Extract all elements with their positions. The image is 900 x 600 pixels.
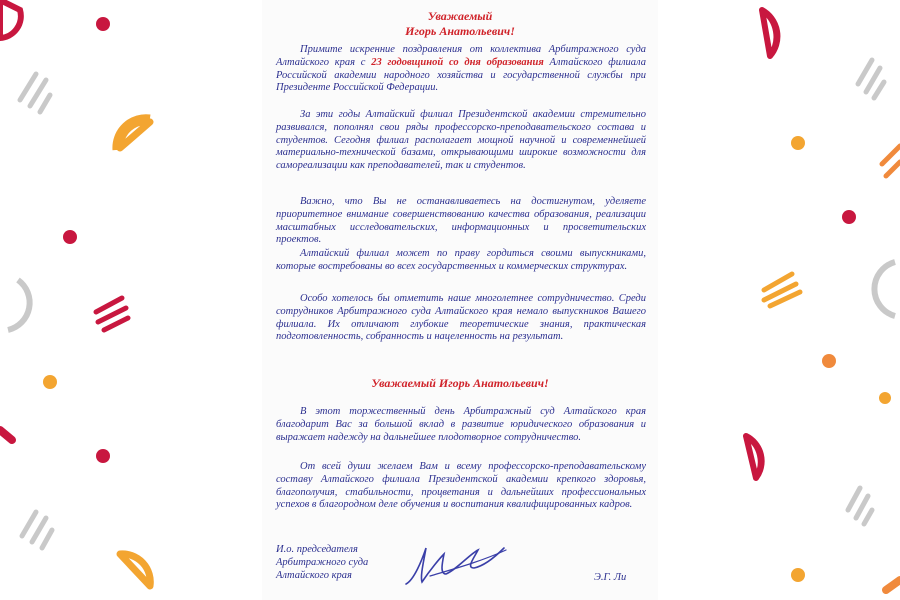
greeting-line-1: Уважаемый bbox=[427, 9, 493, 23]
paragraph-1-text-end: Алтайского филиала Российской академии народного хозяйства и государственной службы при Президенте Российской Федерации. bbox=[276, 56, 646, 94]
anniversary-highlight: 23 годовщиной со дня образования bbox=[371, 56, 544, 68]
dot-decoration bbox=[791, 136, 805, 150]
greeting-repeat: Уважаемый Игорь Анатольевич! bbox=[371, 376, 549, 390]
paragraph-1 bbox=[276, 44, 646, 95]
stripes-decoration bbox=[764, 274, 800, 306]
stripes-decoration bbox=[882, 146, 900, 176]
dot-decoration bbox=[879, 392, 891, 404]
paragraph-5: Особо хотелось бы отметить наше многолетнее сотрудничество. Среди сотрудников Арбитражного суда Алтайского края немало выпускников Вашего филиала. Их отличают глубокие теоретические знания, практическая подготовленность, собранность и нацеленность на результат. bbox=[276, 293, 646, 343]
stripes-decoration bbox=[22, 512, 52, 548]
paragraph-7: От всей души желаем Вам и всему профессорско-преподавательскому составу Алтайского филиала Президентской академии крепкого здоровья, благополучия, стабильности, процветания и дальнейших профессиональных успехов в благородном деле обучения и воспитания квалифицированных кадров. bbox=[276, 461, 646, 511]
paragraph-3: Важно, что Вы не останавливаетесь на достигнутом, уделяете приоритетное внимание совершенствованию качества образования, реализации масштабных исследовательских, информационных и просветительских проектов. bbox=[276, 196, 646, 246]
stripes-decoration bbox=[858, 60, 884, 98]
paragraph-4: Алтайский филиал может по праву гордиться своими выпускниками, которые востребованы во всех государственных и коммерческих структурах. bbox=[276, 248, 646, 272]
dot-decoration bbox=[63, 230, 77, 244]
half-circle-decoration bbox=[8, 280, 30, 330]
dot-decoration bbox=[96, 17, 110, 31]
stripes-decoration bbox=[848, 488, 872, 524]
signatory-title bbox=[276, 543, 416, 582]
dot-decoration bbox=[791, 568, 805, 582]
dot-decoration bbox=[842, 210, 856, 224]
half-circle-decoration bbox=[0, 0, 21, 38]
half-circle-decoration bbox=[116, 118, 150, 150]
pill-decoration bbox=[0, 430, 12, 440]
dot-decoration bbox=[43, 375, 57, 389]
signatory-title-line-3: Алтайского края bbox=[276, 570, 352, 581]
half-circle-decoration bbox=[120, 554, 150, 586]
dot-decoration bbox=[822, 354, 836, 368]
paragraph-1-text: Примите искренние поздравления от коллектива Арбитражного суда Алтайского края с bbox=[276, 44, 646, 68]
stripes-decoration bbox=[96, 298, 128, 330]
greeting-header bbox=[262, 9, 658, 39]
half-circle-decoration bbox=[762, 10, 777, 56]
pill-decoration bbox=[886, 580, 900, 590]
signatory-name: Э.Г. Ли bbox=[594, 572, 627, 583]
signatory-title-line-2: Арбитражного суда bbox=[276, 557, 369, 568]
signatory-title-line-1: И.о. председателя bbox=[276, 544, 358, 555]
paragraph-2: За эти годы Алтайский филиал Президентской академии стремительно развивался, пополнял свои ряды профессорско-преподавательского состава и студентов. Сегодня филиал располагает мощной научной и современнейшей материально-технической базами, открывающими широкие возможности для самореализации как преподавателей, так и студентов. bbox=[276, 109, 646, 172]
handwritten-signature bbox=[400, 540, 510, 590]
greeting-line-2: Игорь Анатольевич! bbox=[405, 24, 515, 38]
half-circle-decoration bbox=[746, 436, 762, 478]
stripes-decoration bbox=[20, 74, 50, 112]
half-circle-decoration bbox=[874, 262, 895, 316]
paragraph-6: В этот торжественный день Арбитражный суд Алтайского края благодарит Вас за большой вклад в развитие юридического образования и выражает надежду на дальнейшее плодотворное сотрудничество. bbox=[276, 406, 646, 443]
dot-decoration bbox=[96, 449, 110, 463]
